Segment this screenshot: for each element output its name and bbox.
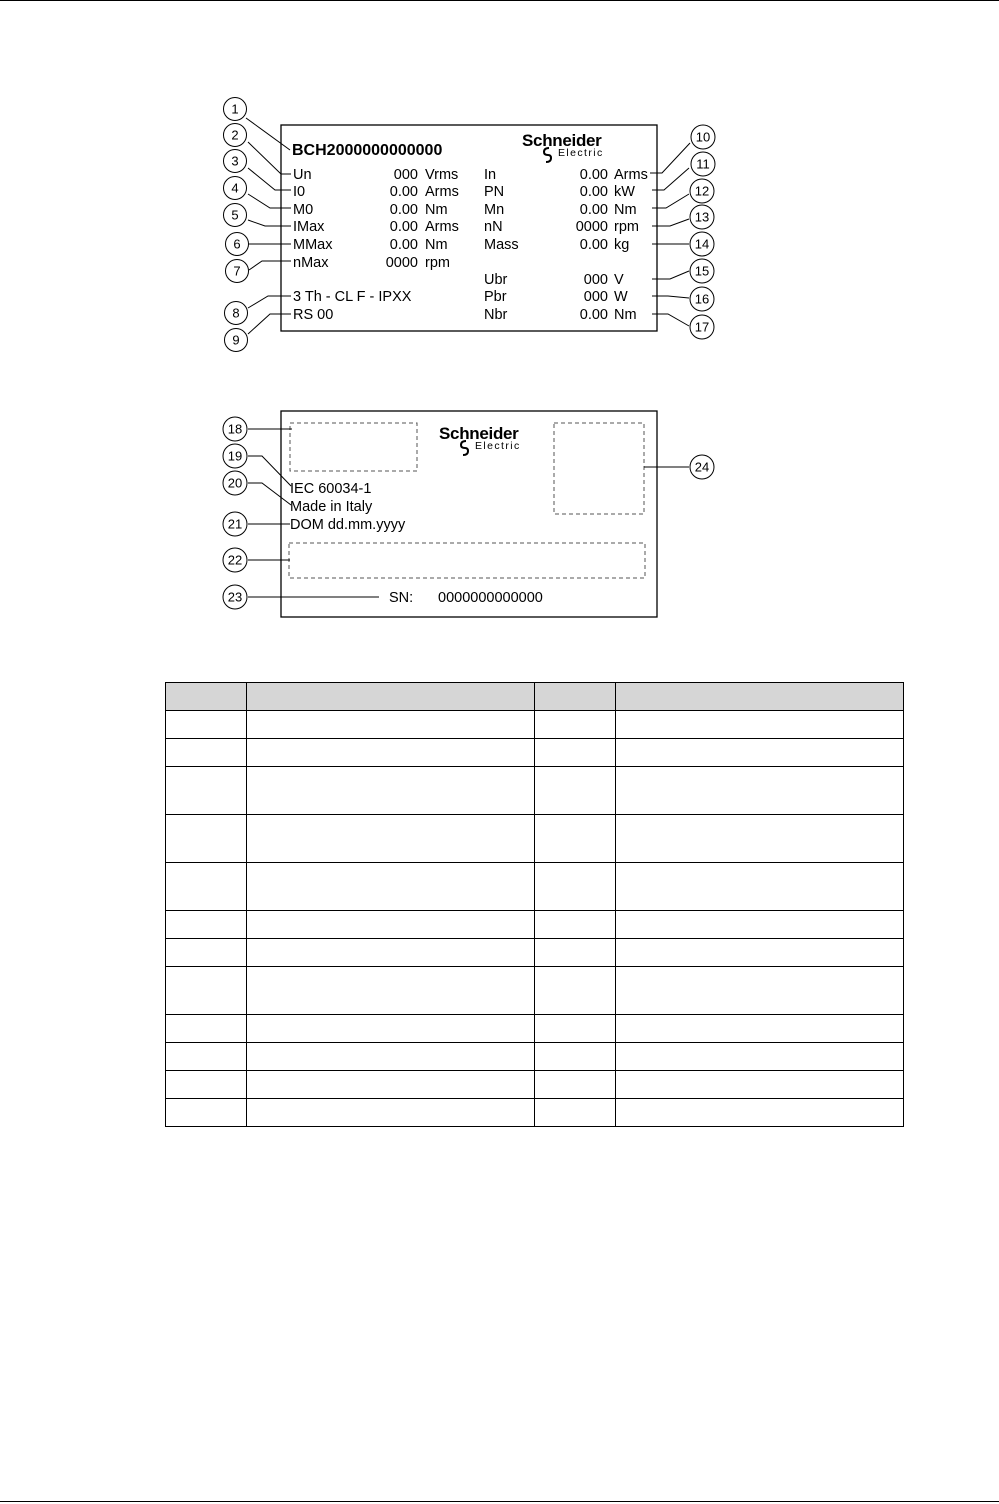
table-cell (166, 815, 247, 863)
table-cell (166, 1071, 247, 1099)
class-line: 3 Th - CL F - IPXX (293, 289, 412, 305)
table-cell (247, 863, 535, 911)
rating-value: 0.00 (389, 237, 418, 253)
rating-label: PN (484, 184, 505, 200)
rating-unit: kg (614, 237, 630, 253)
rating-value: 0000 (385, 255, 418, 271)
table-cell (247, 711, 535, 739)
header-cell (247, 683, 535, 711)
sn-label: SN: (389, 590, 414, 606)
table-cell (247, 739, 535, 767)
table-cell (535, 767, 616, 815)
rating-unit: kW (614, 184, 635, 200)
bottom-rule (0, 1501, 999, 1502)
rating-value: 000 (583, 289, 608, 305)
table-cell (247, 939, 535, 967)
callout-number: 12 (694, 183, 710, 199)
table-cell (166, 711, 247, 739)
table-cell (166, 767, 247, 815)
table-cell (616, 939, 904, 967)
rating-label: nN (484, 219, 503, 235)
table-cell (616, 739, 904, 767)
nameplate-diagram (0, 0, 999, 660)
rating-value: 0.00 (579, 307, 608, 323)
rating-unit: rpm (614, 219, 639, 235)
rating-value: 000 (583, 272, 608, 288)
table-cell (166, 967, 247, 1015)
table-row (166, 1043, 904, 1071)
table-cell (166, 1015, 247, 1043)
table-cell (166, 1043, 247, 1071)
sn-value: 0000000000000 (438, 590, 543, 606)
table-row (166, 1099, 904, 1127)
table-cell (616, 711, 904, 739)
callout-number: 1 (231, 101, 239, 117)
table-row (166, 911, 904, 939)
table-cell (247, 1043, 535, 1071)
rating-unit: Nm (425, 202, 448, 218)
callout-number: 11 (696, 156, 710, 172)
callout-number: 2 (231, 127, 239, 143)
rs-line: RS 00 (293, 307, 334, 323)
table-cell (535, 1071, 616, 1099)
header-cell (166, 683, 247, 711)
callout-number: 18 (227, 421, 243, 437)
rating-unit: rpm (425, 255, 450, 271)
rating-unit: Nm (614, 307, 637, 323)
table-cell (616, 1099, 904, 1127)
callout-number: 14 (694, 236, 710, 252)
header-cell (535, 683, 616, 711)
table-cell (166, 911, 247, 939)
rating-unit: Arms (614, 167, 648, 183)
rating-value: 0.00 (579, 237, 608, 253)
callout-number: 13 (694, 209, 710, 225)
table-row (166, 967, 904, 1015)
callout-number: 22 (227, 552, 243, 568)
table-row (166, 767, 904, 815)
table-cell (616, 815, 904, 863)
callout-number: 19 (227, 448, 243, 464)
callout-number: 24 (694, 459, 710, 475)
table-cell (616, 1015, 904, 1043)
table-cell (247, 1015, 535, 1043)
table-cell (535, 911, 616, 939)
callout-number: 9 (232, 332, 240, 348)
table-cell (616, 1043, 904, 1071)
dom-text: DOM dd.mm.yyyy (290, 517, 406, 533)
rating-unit: Nm (614, 202, 637, 218)
rating-label: I0 (293, 184, 306, 200)
table-cell (166, 739, 247, 767)
table-cell (535, 1015, 616, 1043)
rating-label: In (484, 167, 497, 183)
table-cell (616, 767, 904, 815)
table-row (166, 863, 904, 911)
rating-label: nMax (293, 255, 329, 271)
rating-unit: Nm (425, 237, 448, 253)
table-cell (535, 1043, 616, 1071)
table-cell (616, 1071, 904, 1099)
table-cell (535, 711, 616, 739)
callout-number: 3 (231, 153, 239, 169)
rating-label: IMax (293, 219, 325, 235)
rating-label: Mn (484, 202, 505, 218)
rating-unit: Arms (425, 184, 459, 200)
header-cell (616, 683, 904, 711)
table-cell (247, 767, 535, 815)
table-cell (535, 863, 616, 911)
table-header-row (166, 683, 904, 711)
table-cell (616, 967, 904, 1015)
table-cell (535, 739, 616, 767)
callout-number: 15 (694, 263, 710, 279)
rating-label: M0 (293, 202, 314, 218)
callout-number: 17 (694, 319, 710, 335)
table-cell (535, 939, 616, 967)
table-row (166, 1071, 904, 1099)
table-cell (616, 911, 904, 939)
logo-wordmark: Schneider (522, 131, 602, 150)
rating-value: 0.00 (389, 184, 418, 200)
callout-number: 6 (233, 236, 241, 252)
table-cell (247, 911, 535, 939)
logo-wordmark: Schneider (439, 424, 519, 443)
table-row (166, 815, 904, 863)
rating-label: Un (293, 167, 312, 183)
rating-label: Nbr (484, 307, 508, 323)
table-cell (166, 939, 247, 967)
rating-value: 0000 (575, 219, 608, 235)
table-cell (166, 1099, 247, 1127)
table-row (166, 939, 904, 967)
table-cell (535, 1099, 616, 1127)
rating-value: 0.00 (389, 219, 418, 235)
callout-number: 8 (232, 305, 240, 321)
rating-label: MMax (293, 237, 333, 253)
callout-number: 10 (695, 129, 711, 145)
table-cell (247, 815, 535, 863)
rating-unit: Vrms (425, 167, 459, 183)
standard-text: IEC 60034-1 (290, 481, 372, 497)
callout-number: 7 (233, 263, 241, 279)
rating-unit: V (614, 272, 624, 288)
table-cell (535, 815, 616, 863)
rating-value: 000 (393, 167, 418, 183)
table-cell (535, 967, 616, 1015)
rating-value: 0.00 (579, 184, 608, 200)
callout-number: 5 (231, 207, 239, 223)
table-cell (616, 863, 904, 911)
origin-text: Made in Italy (290, 499, 373, 515)
rating-value: 0.00 (579, 167, 608, 183)
table-cell (247, 1071, 535, 1099)
rating-label: Ubr (484, 272, 508, 288)
callout-number: 21 (227, 516, 243, 532)
table-row (166, 711, 904, 739)
model-code: BCH2000000000000 (292, 142, 443, 159)
table-row (166, 1015, 904, 1043)
logo-subword: Electric (558, 147, 604, 159)
table-row (166, 739, 904, 767)
rating-unit: Arms (425, 219, 459, 235)
table-cell (247, 1099, 535, 1127)
callout-number: 4 (231, 180, 239, 196)
rating-label: Pbr (484, 289, 507, 305)
callout-number: 23 (227, 589, 243, 605)
table-cell (166, 863, 247, 911)
rating-value: 0.00 (579, 202, 608, 218)
callout-number: 16 (694, 291, 710, 307)
rating-unit: W (614, 289, 628, 305)
logo-subword: Electric (475, 440, 521, 452)
callout-number: 20 (227, 475, 243, 491)
description-table (165, 682, 904, 1127)
rating-value: 0.00 (389, 202, 418, 218)
rating-label: Mass (484, 237, 519, 253)
table-cell (247, 967, 535, 1015)
